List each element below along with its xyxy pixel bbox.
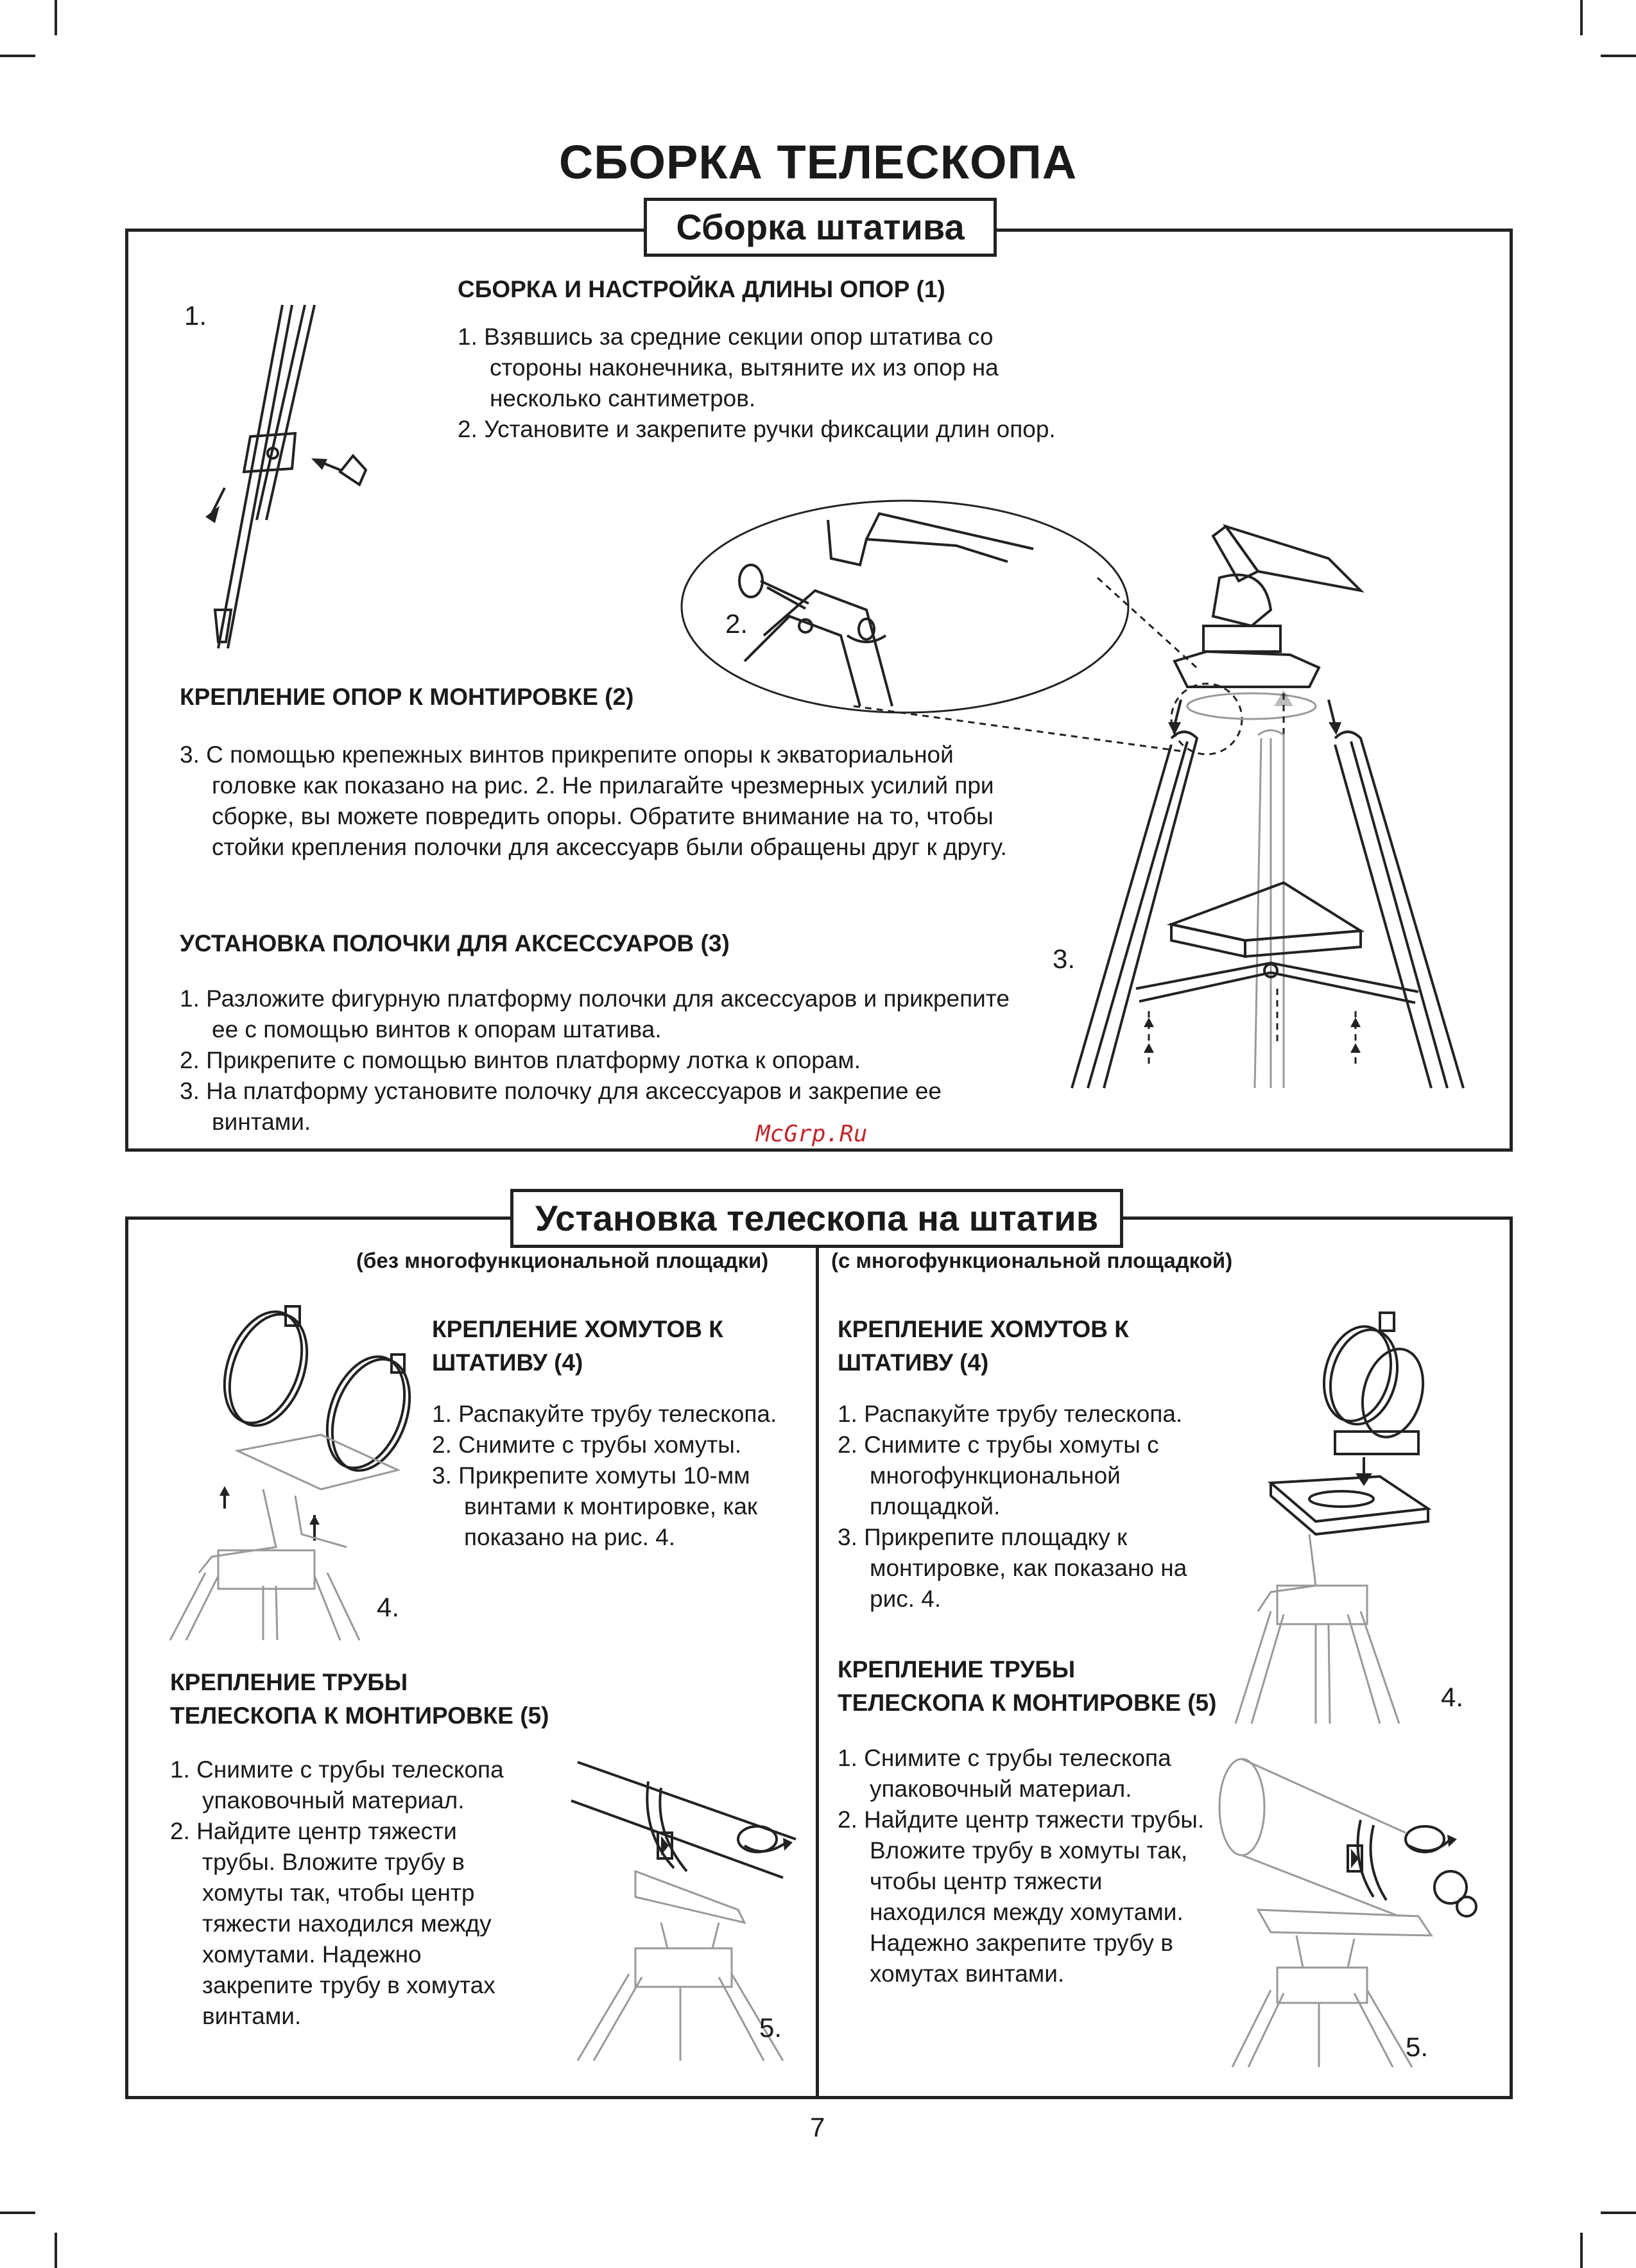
watermark: McGrp.Ru [756,1121,868,1147]
figure-4-left-label: 4. [377,1592,400,1622]
list-item: 1. Распакуйте трубу телескопа. [432,1401,777,1427]
section-label: Установка телескопа на штатив [510,1189,1123,1248]
list-item: 2. Снимите с трубы хомуты с многофункциональной площадкой. [838,1432,1159,1519]
list-item: 2. Прикрепите с помощью винтов платформу лотка к опорам. [180,1047,861,1073]
list-item: 1. Распакуйте трубу телескопа. [838,1401,1183,1427]
figure-2-label: 2. [725,609,748,639]
figure-4-left-illustration [167,1303,404,1643]
figure-3-label: 3. [1053,944,1076,974]
list-item: 2. Найдите центр тяжести трубы. Вложите трубу в хомуты так, чтобы центр тяжести находился между хомутами. Надежно закрепите трубу в хомутах винтами. [170,1818,495,2029]
figure-5-right-illustration [1213,1749,1483,2070]
figure-4-right-label: 4. [1441,1682,1464,1712]
list-item: 3. На платформу установите полочку для аксессуаров и закрепие ее винтами. [180,1078,942,1135]
list-item: 3. Прикрепите хомуты 10-мм винтами к монтировке, как показано на рис. 4. [432,1462,758,1550]
heading-tube-left: КРЕПЛЕНИЕ ТРУБЫ ТЕЛЕСКОПА К МОНТИРОВКЕ (5) [170,1669,549,1729]
list-item: 1. Взявшись за средние секции опор штатива со стороны наконечника, вытяните их из опор на несколько сантиметров. [458,324,999,411]
heading-tube-right: КРЕПЛЕНИЕ ТРУБЫ ТЕЛЕСКОПА К МОНТИРОВКЕ (5) [838,1656,1217,1716]
heading-clamps-left: КРЕПЛЕНИЕ ХОМУТОВ К ШТАТИВУ (4) [432,1316,723,1376]
list-item: 3. Прикрепите площадку к монтировке, как показано на рис. 4. [838,1524,1187,1612]
list-item: 1. Снимите с трубы телескопа упаковочный материал. [170,1756,504,1814]
figure-3-tripod-illustration [1059,514,1483,1091]
list-item: 2. Снимите с трубы хомуты. [432,1432,742,1458]
page-number: 7 [810,2112,825,2142]
heading-accessory-tray: УСТАНОВКА ПОЛОЧКИ ДЛЯ АКСЕССУАРОВ (3) [180,930,730,957]
heading-leg-assembly: СБОРКА И НАСТРОЙКА ДЛИНЫ ОПОР (1) [458,276,945,302]
page-title: СБОРКА ТЕЛЕСКОПА [558,135,1078,189]
subtitle-left: (без многофункциональной площадки) [356,1249,769,1272]
figure-4-right-illustration [1232,1303,1431,1727]
list-item: 2. Установите и закрепите ручки фиксации длин опор. [458,416,1056,442]
subtitle-right: (с многофункциональной площадкой) [831,1249,1233,1272]
column-divider [816,1216,819,2099]
list-item: 3. С помощью крепежных винтов прикрепите опоры к экваториальной головке как показано на рис. 2. Не прилагайте чрезмерных усилий при сборке, вы можете повредить опоры. Обратите внимание на то, чтобы стойки крепления полочки для аксессуарв были обращены друг к другу. [180,741,1007,860]
heading-legs-mount: КРЕПЛЕНИЕ ОПОР К МОНТИРОВКЕ (2) [180,684,634,710]
section-label: Сборка штатива [644,198,997,257]
list-item: 1. Разложите фигурную платформу полочки для аксессуаров и прикрепите ее с помощью винтов к опорам штатива. [180,985,1010,1043]
figure-5-left-label: 5. [759,2013,782,2043]
figure-5-right-label: 5. [1406,2032,1429,2062]
list-item: 1. Снимите с трубы телескопа упаковочный материал. [838,1745,1171,1802]
list-item: 2. Найдите центр тяжести трубы. Вложите трубу в хомуты так, чтобы центр тяжести находился между хомутами. Надежно закрепите трубу в хомутах винтами. [838,1806,1205,1987]
heading-clamps-right: КРЕПЛЕНИЕ ХОМУТОВ К ШТАТИВУ (4) [838,1316,1129,1376]
figure-1-label: 1. [184,300,207,331]
